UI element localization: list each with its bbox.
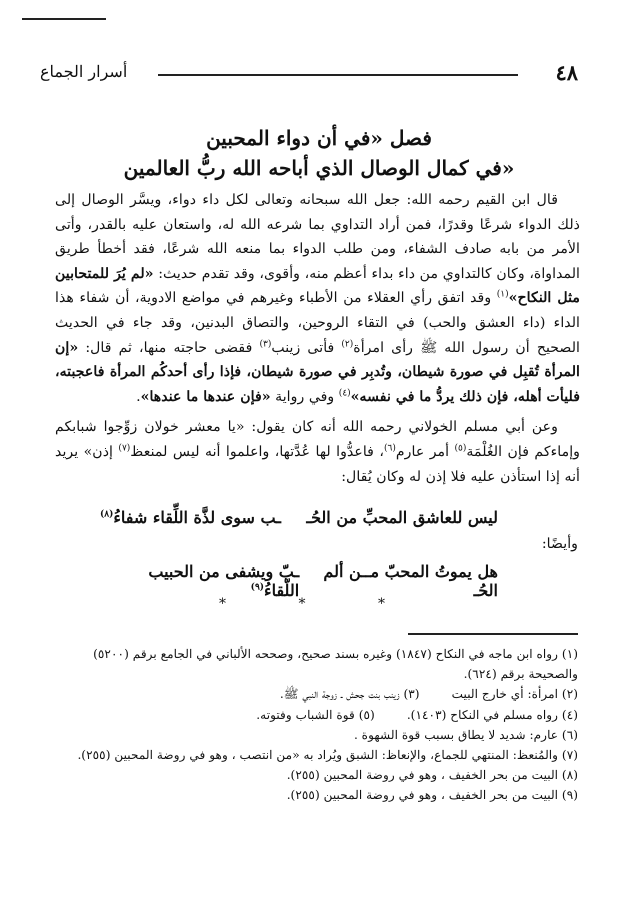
text-run: فأتى زينب (271, 339, 342, 356)
footnotes (64, 644, 578, 806)
footnote-divider (408, 633, 578, 635)
footnote-ref: (٥) (454, 443, 467, 454)
verse-text: ـب سوى لذَّة اللِّقاء شفاءُ (113, 508, 281, 527)
poem-verse-2 (100, 562, 498, 600)
footnote-ref: (٦) (383, 443, 396, 454)
verse-first-hemistich: هل يموتُ المحبّ مــن ألم الحُـ (323, 562, 498, 600)
text-run: ، فاعدُّوا لها عُدَّتها، واعلموا أنه ليس لمنعظ (130, 443, 384, 460)
text-run: . (136, 388, 141, 405)
section-title-line1: فصل «في أن دواء المحبين (206, 126, 432, 150)
footnote-ref: (٧) (118, 443, 131, 454)
footnote-ref: (٤) (338, 388, 351, 399)
text-run: وقد اتفق رأي العقلاء من الأطباء وغيرهم في مواضع الادوية، أن شفاء هذا الداء (داء العشق والحب) في التقاء الروحين، والتصاق البدنين، وقد جاء في الحديث الصحيح أن رسول الله ﷺ رأى امرأة (55, 290, 580, 356)
footnote-5: (٥) قوة الشباب وفتوته. (256, 707, 375, 722)
body-text (55, 188, 580, 489)
hadith-quote: «لم يُرَ للمتحابين مثل النكاح» (55, 265, 580, 307)
verse-text: ـبّ ويشفى من الحبيب اللّقاءُ (148, 562, 300, 600)
footnote-9: (٩) البيت من بحر الخفيف ، وهو في روضة المحبين (٢٥٥). (286, 788, 578, 803)
footnote-4: (٤) رواه مسلم في النكاح (١٤٠٣). (406, 707, 578, 722)
text-run: إذن» يريد أنه إذا استأذن عليه فلا إذن له وكان يُقال: (55, 443, 580, 485)
text-run: قال ابن القيم رحمه الله: جعل الله سبحانه وتعالى لكل داء دواء، ويسَّر الوصال إلى ذلك الدواء شرعًا وقدرًا، فمن أراد التداوي بما شرعه الله له، واستعان عليه بالقدر، وأتى الأمر من بابه صادف الشفاء، ومن طلب الدواء بما منعه الله شرعًا، فقد أخطأ طريق المداواة، وكان كالتداوي من داء بداء أعظم منه، وأقوى، وقد تقدم حديث: (55, 192, 580, 282)
poem-verse-1 (100, 508, 498, 527)
footnote-7: (٧) والمُنعظ: المنتهي للجماع، والإنعاظ: الشبق ويُراد به «من انتصب ، وهو في روضة المحبين (٢٥٥). (77, 748, 578, 763)
verse-second-hemistich (100, 562, 299, 600)
footnote-1: (١) رواه ابن ماجه في النكاح (١٨٤٧) وغيره بسند صحيح، وصححه الألباني في الجامع برقم (٥٢٠٠) والصحيحة برقم (٦٢٤). (93, 647, 578, 682)
top-divider (22, 18, 106, 20)
section-separator-stars: * * * (219, 596, 419, 612)
also-label: وأيضًا: (541, 536, 578, 552)
running-head (40, 58, 578, 88)
text-run: فقضى حاجته منها، ثم قال: (78, 339, 260, 356)
paragraph-1 (55, 188, 580, 409)
verse-second-hemistich (100, 508, 281, 527)
footnote-row (64, 705, 578, 725)
book-title: أسرار الجماع (40, 62, 128, 81)
footnote-8: (٨) البيت من بحر الخفيف ، وهو في روضة المحبين (٢٥٥). (286, 768, 578, 783)
footnote-ref: (٢) (341, 338, 354, 349)
hadith-quote: «إن المرأة تُقبِل في صورة شيطان، وتُدبِر في صورة شيطان، فإذا رأى أحدكُم المرأة فاعجبته، فليأت أهله، فإن ذلك يردُّ ما في نفسه» (55, 339, 580, 405)
footnote-ref: (١) (496, 289, 509, 300)
verse-first-hemistich: ليس للعاشق المحبِّ من الحُـ (306, 508, 498, 527)
footnote-ref: (٣) (259, 338, 272, 349)
footnote-2: (٢) امرأة: أي خارج البيت (451, 687, 578, 702)
footnote-row (64, 684, 578, 704)
text-run: أمر عارم (395, 443, 455, 460)
page-number: ٤٨ (555, 60, 578, 85)
paragraph-2 (55, 415, 580, 489)
footnote-3: (٣) زينب بنت جحش ـ زوجة النبي ﷺ. (279, 687, 420, 702)
footnote-ref: (٨) (100, 509, 114, 520)
footnote-6: (٦) عارم: شديد لا يطاق بسبب قوة الشهوة . (353, 727, 578, 742)
hadith-quote: «فإن عندها ما عندها» (140, 388, 271, 405)
text-run: وعن أبي مسلم الخولاني رحمه الله أنه كان يقول: «يا معشر خولان زوِّجوا شبابكم وإماءكم فإن الغُلْمَة (55, 419, 581, 460)
section-title-line2: في كمال الوصال الذي أباحه الله ربُّ العالمين» (123, 156, 515, 180)
header-rule (158, 74, 518, 76)
footnote-ref: (٩) (250, 582, 265, 593)
text-run: وفي رواية (270, 388, 339, 405)
